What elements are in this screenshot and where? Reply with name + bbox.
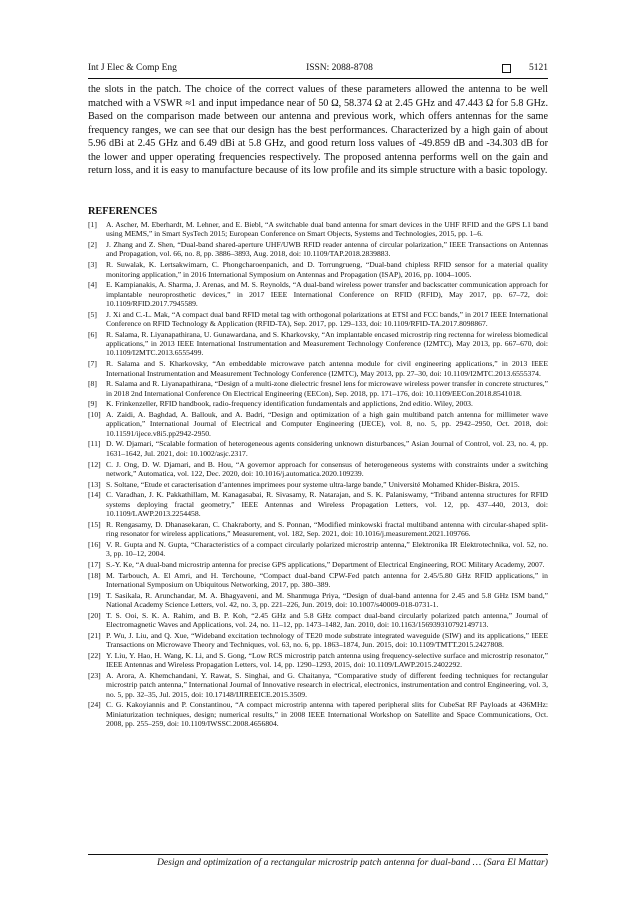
reference-item [88, 439, 548, 458]
reference-item [88, 359, 548, 378]
reference-number: [24] [88, 700, 101, 710]
reference-number: [15] [88, 519, 101, 529]
reference-text: V. R. Gupta and N. Gupta, “Characteristics of a compact circularly polarized microstrip antenna,” Elektronika IR Elektrotechnika, vol. 52, no. 3, pp. 10–12, 2004. [106, 539, 548, 559]
page-number: 5121 [528, 63, 548, 73]
reference-text: A. Zaidi, A. Baghdad, A. Ballouk, and A. Badri, “Design and optimization of a high gain multiband patch antenna for millimeter wave application,” International Journal of Electrical and Computer Engineering (IJECE), vol. 8, no. 5, pp. 2942–2950, Oct. 2018, doi: 10.11591/ijece.v8i5.pp2942-2950. [106, 410, 548, 438]
running-header [88, 60, 548, 76]
header-right [502, 63, 548, 73]
reference-item [88, 490, 548, 518]
reference-number: [10] [88, 410, 101, 420]
reference-item [88, 240, 548, 259]
reference-text: R. Salama and S. Kharkovsky, “An embeddable microwave patch antenna module for civil engineering applications,” in 2013 IEEE International Instrumentation and Measurement Technology Conference (I2MTC), May 2013, pp. 27–30, doi: 10.1109/I2MTC.2013.6555374. [106, 359, 548, 378]
reference-number: [18] [88, 570, 101, 580]
reference-number: [4] [88, 280, 97, 290]
reference-text: S. Soltane, “Etude et caracterisation d’antennes imprimees pour systeme ultra-large bande,” Université Mohamed Khider-Biskra, 2015. [106, 479, 520, 489]
reference-number: [8] [88, 379, 97, 389]
reference-number: [14] [88, 490, 101, 500]
reference-number: [23] [88, 671, 101, 681]
reference-item [88, 220, 548, 239]
reference-item [88, 280, 548, 308]
reference-text: C. J. Ong, D. W. Djamari, and B. Hou, “A governor approach for consensus of heterogeneous systems with constraints under a switching network,” Automatica, vol. 122, Dec. 2020, doi: 10.1016/j.automatica.2020.109239. [106, 459, 548, 478]
reference-text: R. Rengasamy, D. Dhanasekaran, C. Chakraborty, and S. Ponnan, “Modified minkowski fractal multiband antenna with circular-shaped split-ring resonator for wireless applications,” Measurement, vol. 182, Sep. 2021, doi: 10.1016/j.measurement.2021.109766. [106, 519, 548, 539]
reference-text: A. Ascher, M. Eberhardt, M. Lehner, and E. Biebl, “A switchable dual band antenna for smart devices in the UHF RFID and the GPS L1 band using MEMS,” in Smart SysTech 2015; European Conference on Smart Objects, Systems and Technologies, 2015, pp. 1–6. [106, 220, 548, 239]
body-paragraph: the slots in the patch. The choice of the correct values of these parameters allowed the antenna to be well matched with a VSWR ≈1 and input impedance near of 50 Ω, 58.374 Ω at 2.45 GHz and 47.443 Ω for 5.8 GHz. Based on the comparison made between our antenna and previous work, which offers antennas for the same frequency ranges, we can see that our design has the best performances. Characterized by a high gain of about 5.96 dBi at 2.45 GHz and 6.49 dBi at 5.8 GHz, and good return loss values of -49.859 dB and -34.303 dB for the lower and upper operating frequencies respectively. The proposed antenna performs well on the gain and return loss, and it is easy to manufacture because of its low profile and its simple structure with a basic topology. [88, 84, 548, 176]
reference-item [88, 631, 548, 650]
reference-text: C. Varadhan, J. K. Pakkathillam, M. Kanagasabai, R. Sivasamy, R. Natarajan, and S. K. Palaniswamy, “Triband antenna structures for RFID systems deploying fractal geometry,” IEEE Antennas and Wireless Propagation Letters, vol. 12, pp. 437–440, 2013, doi: 10.1109/LAWP.2013.2254458. [106, 490, 548, 519]
reference-number: [3] [88, 260, 97, 270]
reference-item [88, 330, 548, 358]
references-heading: REFERENCES [88, 206, 158, 217]
reference-item [88, 310, 548, 329]
reference-item [88, 651, 548, 670]
reference-number: [16] [88, 539, 101, 549]
reference-text: R. Salama, R. Liyanapathirana, U. Gunawardana, and S. Kharkovsky, “An implantable encased microstrip ring rectenna for wireless biomedical applications,” in 2013 IEEE International Instrumentation and Measurement Technology Conference (I2MTC), May 2013, pp. 667–670, doi: 10.1109/I2MTC.2013.6555499. [106, 329, 548, 358]
reference-text: E. Kampianakis, A. Sharma, J. Arenas, and M. S. Reynolds, “A dual-band wireless power transfer and backscatter communication approach for implantable neuroprosthetic devices,” in 2017 IEEE International Conference on RFID (RFID), May 2017, pp. 67–72, doi: 10.1109/RFID.2017.7945589. [106, 280, 548, 308]
reference-text: R. Suwalak, K. Lertsakwimarn, C. Phongcharoenpanich, and D. Torrungrueng, “Dual-band chipless RFID sensor for a material quality monitoring application,” in 2016 International Symposium on Antennas and Propagation (ISAP), 2016, pp. 1004–1005. [106, 260, 548, 279]
reference-item [88, 460, 548, 479]
reference-number: [20] [88, 610, 101, 620]
reference-item [88, 260, 548, 279]
reference-number: [1] [88, 220, 97, 229]
reference-text: P. Wu, J. Liu, and Q. Xue, “Wideband excitation technology of TE20 mode substrate integrated waveguide (SIW) and its applications,” IEEE Transactions on Microwave Theory and Techniques, vol. 63, no. 6, pp. 1863–1874, Jun. 2015, doi: 10.1109/TMTT.2015.2427808. [106, 630, 548, 650]
reference-number: [21] [88, 630, 101, 640]
reference-number: [2] [88, 240, 97, 250]
issn: ISSN: 2088-8708 [306, 63, 373, 73]
reference-item [88, 379, 548, 398]
reference-text: R. Salama and R. Liyanapathirana, “Design of a multi-zone dielectric fresnel lens for microwave wireless power transfer in concrete structures,” in 2018 2nd International Conference On Electrical Engineering (EECon), Sep. 2018, pp. 171–176, doi: 10.1109/EECon.2018.8541018. [106, 379, 548, 398]
reference-item [88, 410, 548, 438]
reference-number: [11] [88, 439, 101, 449]
reference-text: Y. Liu, Y. Hao, H. Wang, K. Li, and S. Gong, “Low RCS microstrip patch antenna using frequency-selective surface and microstrip resonator,” IEEE Antennas and Wireless Propagation Letters, vol. 14, pp. 1290–1293, 2015, doi: 10.1109/LAWP.2015.2402292. [106, 650, 548, 670]
reference-text: C. G. Kakoyiannis and P. Constantinou, “A compact microstrip antenna with tapered peripheral slits for CubeSat RF Payloads at 436MHz: Miniaturization techniques, design; numerical results,” in 2008 IEEE International Workshop on Satellite and Space Communications, Oct. 2008, pp. 255–259, doi: 10.1109/IWSSC.2008.4656804. [106, 700, 548, 729]
square-outline-icon [502, 64, 511, 73]
reference-number: [6] [88, 329, 97, 339]
reference-item [88, 571, 548, 590]
reference-item [88, 540, 548, 559]
reference-number: [12] [88, 459, 101, 469]
reference-number: [7] [88, 359, 97, 369]
reference-number: [22] [88, 650, 101, 660]
reference-number: [19] [88, 590, 101, 600]
reference-text: T. Sasikala, R. Arunchandar, M. A. Bhagyaveni, and M. Shanmuga Priya, “Design of dual-band antenna for 2.45 and 5.8 GHz ISM band,” National Academy Science Letters, vol. 42, no. 3, pp. 221–226, Jun. 2019, doi: 10.1007/s40009-018-0731-1. [106, 590, 548, 610]
reference-item [88, 591, 548, 610]
header-rule [88, 78, 548, 79]
reference-item [88, 671, 548, 699]
reference-text: J. Zhang and Z. Shen, “Dual-band shared-aperture UHF/UWB RFID reader antenna of circular polarization,” IEEE Transactions on Antennas and Propagation, vol. 66, no. 8, pp. 3886–3893, Aug. 2018, doi: 10.1109/TAP.2018.2839883. [106, 240, 548, 259]
reference-text: J. Xi and C.-L. Mak, “A compact dual band RFID metal tag with orthogonal polarizations at ETSI and FCC bands,” in 2017 IEEE International Conference on RFID Technology & Application (RFID-TA), Sep. 2017, pp. 129–133, doi: 10.1109/RFID-TA.2017.8098867. [106, 309, 548, 328]
reference-number: [17] [88, 559, 101, 569]
reference-item [88, 520, 548, 539]
reference-item [88, 611, 548, 630]
reference-text: K. Frinkenzeller, RFID handbook, radio-frequency identification fundamentals and applictions, 2nd editio. Wiley, 2003. [106, 399, 473, 409]
reference-number: [13] [88, 479, 101, 489]
reference-item [88, 480, 548, 489]
reference-text: M. Tarbouch, A. El Amri, and H. Terchoune, “Compact dual-band CPW-Fed patch antenna for 2.45/5.80 GHz RFID applications,” in International Symposium on Ubiquitous Networking, 2017, pp. 380–389. [106, 570, 548, 590]
reference-number: [5] [88, 309, 97, 319]
footer-rule [88, 854, 548, 855]
reference-text: T. S. Ooi, S. K. A. Rahim, and B. P. Koh, “2.45 GHz and 5.8 GHz compact dual-band circularly polarized patch antenna,” Journal of Electromagnetic Waves and Applications, vol. 24, no. 11–12, pp. 1473–1482, Jan. 2010, doi: 10.1163/156939310792149713. [106, 610, 548, 630]
reference-text: S.-Y. Ke, “A dual-band microstrip antenna for precise GPS applications,” Department of Electrical Engineering, ROC Military Academy, 2007. [106, 559, 545, 569]
journal-name: Int J Elec & Comp Eng [88, 63, 177, 73]
references-list [88, 220, 548, 730]
reference-item [88, 399, 548, 408]
reference-text: A. Arora, A. Khemchandani, Y. Rawat, S. Singhai, and G. Chaitanya, “Comparative study of different feeding techniques for rectangular microstrip patch antenna,” International Journal of Innovative research in electrical, electronics, instrumentation and control Engineering, vol. 3, no. 5, pp. 32–35, Jul. 2015, doi: 10.17148/IJIREEICE.2015.3509. [106, 671, 548, 699]
reference-number: [9] [88, 399, 97, 409]
reference-item [88, 700, 548, 728]
running-footer: Design and optimization of a rectangular microstrip patch antenna for dual-band … (Sara El Mattar) [156, 857, 548, 868]
reference-text: D. W. Djamari, “Scalable formation of heterogeneous agents considering unknown disturbances,” Asian Journal of Control, vol. 23, no. 4, pp. 1631–1642, Jul. 2021, doi: 10.1002/asjc.2317. [106, 439, 548, 458]
reference-item [88, 560, 548, 569]
